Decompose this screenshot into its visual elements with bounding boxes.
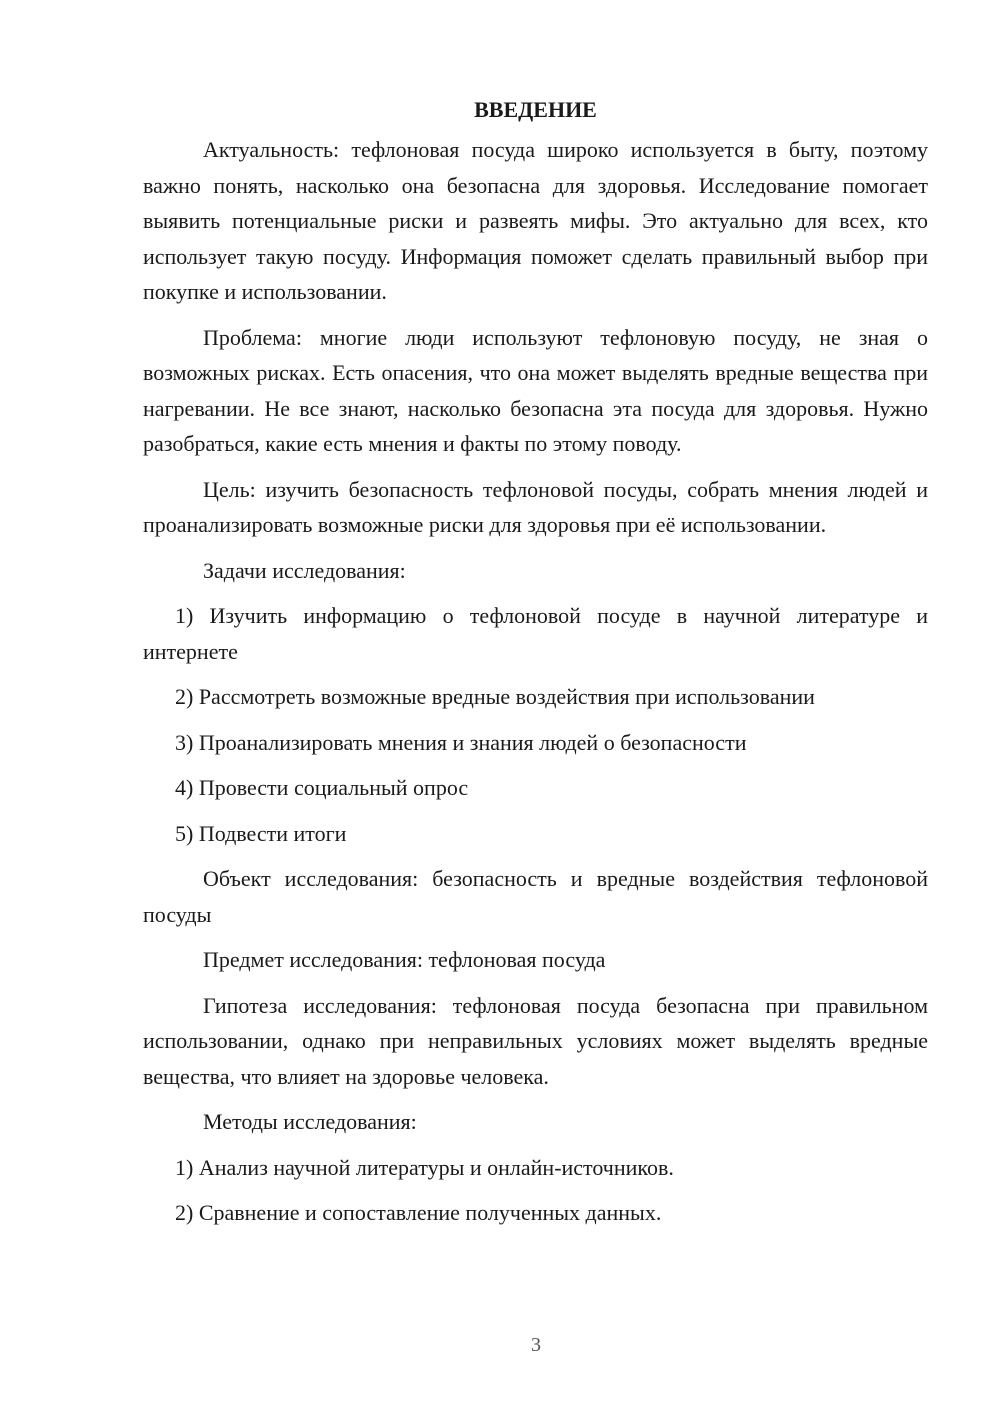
task-item: 3) Проанализировать мнения и знания людей о безопасности (175, 729, 747, 755)
page-number: 3 (531, 1334, 541, 1356)
task-item: 4) Провести социальный опрос (175, 775, 469, 800)
problem-paragraph: Проблема: многие люди используют тефлоновую посуду, не зная о возможных рисках. Есть опасения, что она может выделять вредные вещества при нагревании. Не все знают, насколько безопасна эта посуда для здоровья. Нужно разобраться, какие есть мнения и факты по этому поводу. (143, 324, 928, 456)
method-item: 1) Анализ научной литературы и онлайн-источников. (175, 1154, 674, 1180)
subject-paragraph: Предмет исследования: тефлоновая посуда (203, 947, 606, 972)
relevance-paragraph: Актуальность: тефлоновая посуда широко используется в быту, поэтому важно понять, насколько она безопасна для здоровья. Исследование помогает выявить потенциальные риски и развеять мифы. Это актуально для всех, кто использует такую посуду. Информация поможет сделать правильный выбор при покупке и использовании. (143, 137, 928, 304)
hypothesis-paragraph: Гипотеза исследования: тефлоновая посуда безопасна при правильном использовании, однако при неправильных условиях может выделять вредные вещества, что влияет на здоровье человека. (143, 992, 928, 1089)
object-paragraph: Объект исследования: безопасность и вредные воздействия тефлоновой посуды (143, 866, 928, 927)
task-item: 2) Рассмотреть возможные вредные воздействия при использовании (175, 684, 815, 709)
task-item: 5) Подвести итоги (175, 820, 347, 846)
goal-paragraph: Цель: изучить безопасность тефлоновой посуды, собрать мнения людей и проанализировать возможные риски для здоровья при её использовании. (143, 476, 928, 537)
task-item: 1) Изучить информацию о тефлоновой посуде в научной литературе и интернете (143, 603, 928, 664)
section-title: ВВЕДЕНИЕ (474, 97, 597, 122)
methods-heading: Методы исследования: (203, 1109, 417, 1134)
tasks-heading: Задачи исследования: (203, 557, 406, 583)
method-item: 2) Сравнение и сопоставление полученных данных. (175, 1200, 662, 1225)
document-page (143, 92, 928, 1241)
